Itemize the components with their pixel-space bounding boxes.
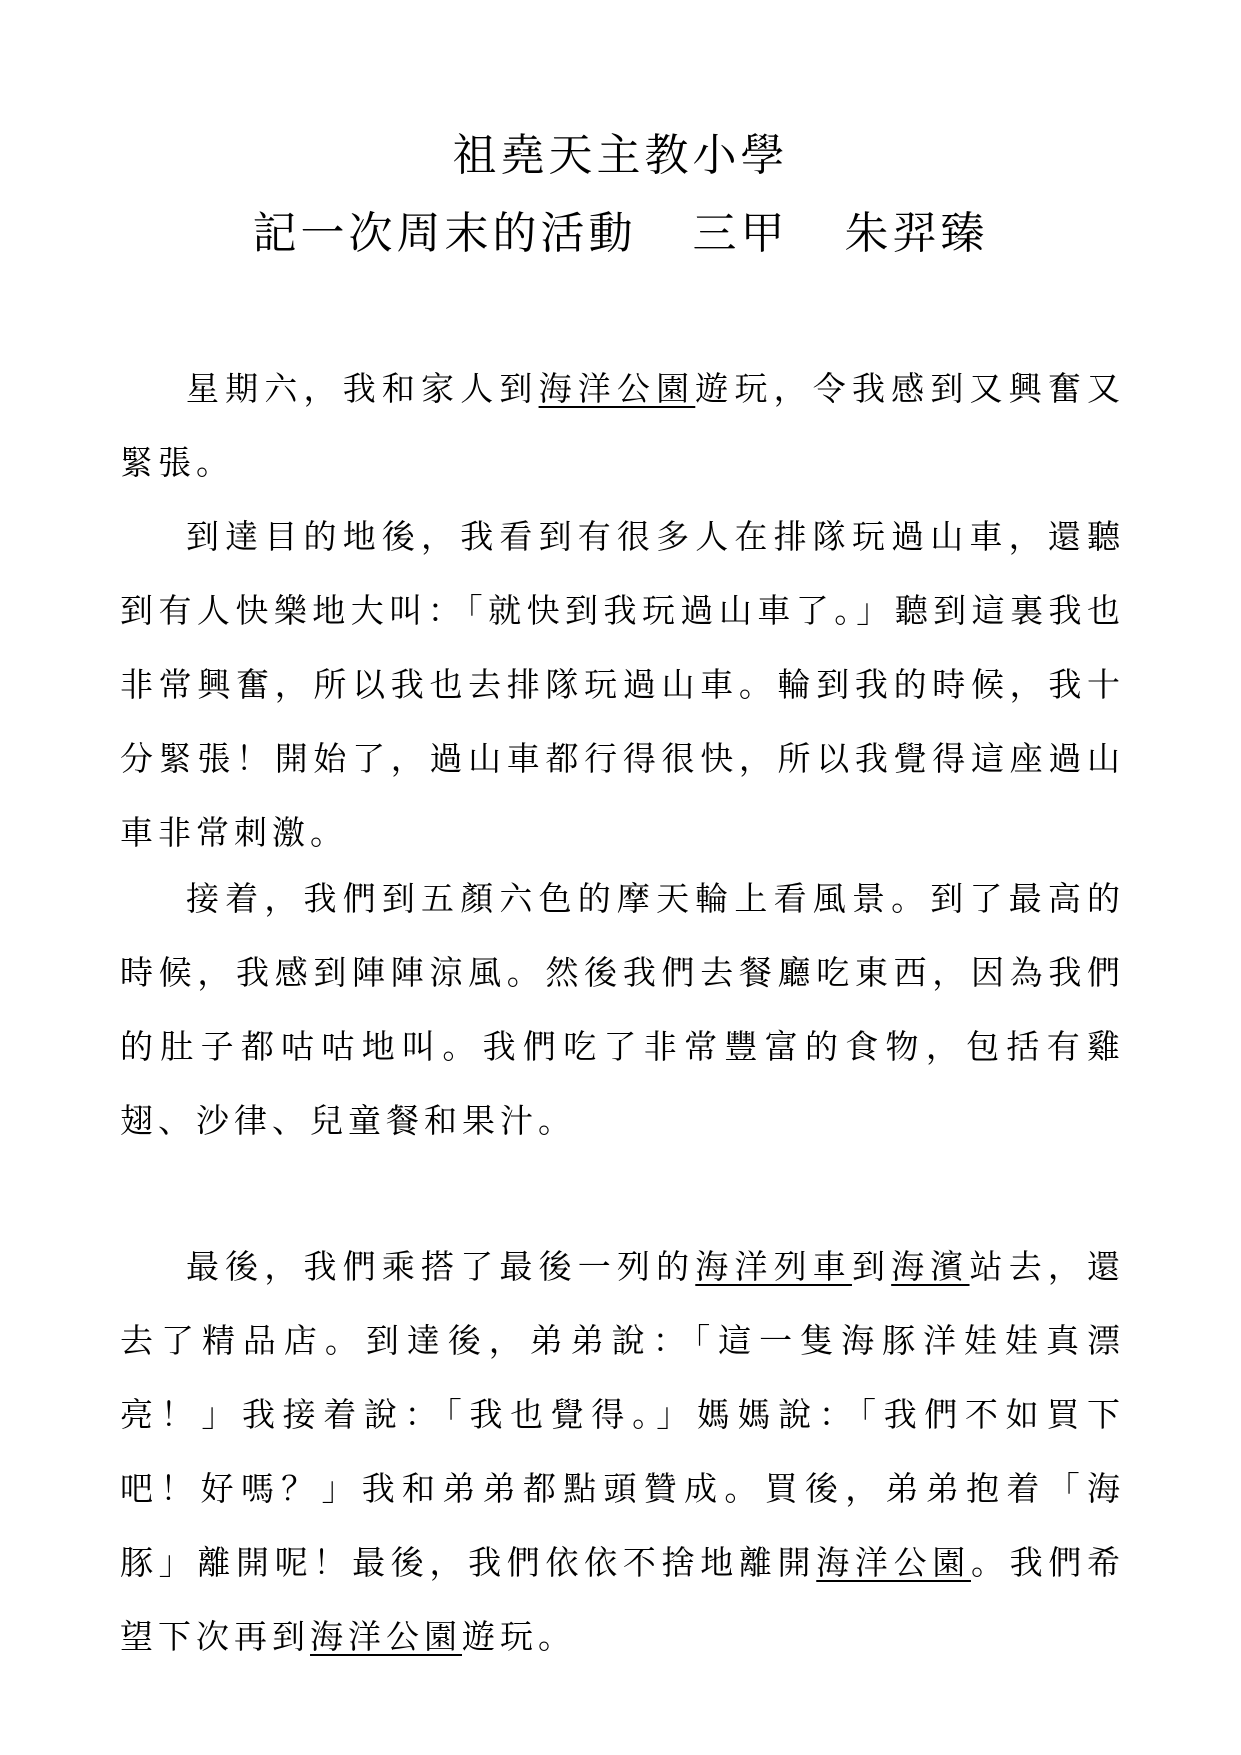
school-name: 祖堯天主教小學 (452, 130, 789, 181)
text-segment: 到 (851, 1247, 892, 1286)
paragraph-3 (120, 862, 1125, 1158)
text-segment: 最後，我們乘搭了最後一列的 (186, 1247, 696, 1286)
text-segment: 到達目的地後，我看到有很多人在排隊玩過山車，還聽到有人快樂地大叫：「就快到我玩過山車了。」聽到這裏我也非常興奮，所以我也去排隊玩過山車。輪到我的時候，我十分緊張！開始了，過山車都行得很快，所以我覺得這座過山車非常刺激。 (120, 517, 1125, 852)
text-segment: 遊玩。 (462, 1617, 576, 1656)
essay-title: 記一次周末的活動 (252, 208, 637, 259)
place-name: 海濱 (891, 1247, 970, 1286)
class-label: 三甲 (692, 208, 789, 259)
paragraph-4 (120, 1230, 1125, 1674)
paragraph-1 (120, 352, 1125, 500)
text-segment: 遊玩，令我感到又興奮又緊張。 (120, 369, 1126, 482)
place-name: 海洋公園 (310, 1617, 462, 1656)
paragraph-2 (120, 500, 1125, 870)
place-name: 海洋列車 (695, 1247, 852, 1286)
text-segment: 。我們希望下次再到 (120, 1543, 1126, 1656)
author-name: 朱羿臻 (844, 208, 989, 259)
place-name: 海洋公園 (538, 369, 696, 408)
text-segment: 站去，還去了精品店。到達後，弟弟說：「這一隻海豚洋娃娃真漂亮！」我接着說：「我也覺得。」媽媽說：「我們不如買下吧！好嗎？」我和弟弟都點頭贊成。買後，弟弟抱着「海豚」離開呢！最後，我們依依不捨地離開 (120, 1247, 1126, 1582)
text-segment: 接着，我們到五顏六色的摩天輪上看風景。到了最高的時候，我感到陣陣涼風。然後我們去餐廳吃東西，因為我們的肚子都咕咕地叫。我們吃了非常豐富的食物，包括有雞翅、沙律、兒童餐和果汁。 (120, 879, 1125, 1140)
place-name: 海洋公園 (816, 1543, 971, 1582)
essay-heading (0, 204, 1241, 264)
text-segment: 星期六，我和家人到 (186, 369, 539, 408)
